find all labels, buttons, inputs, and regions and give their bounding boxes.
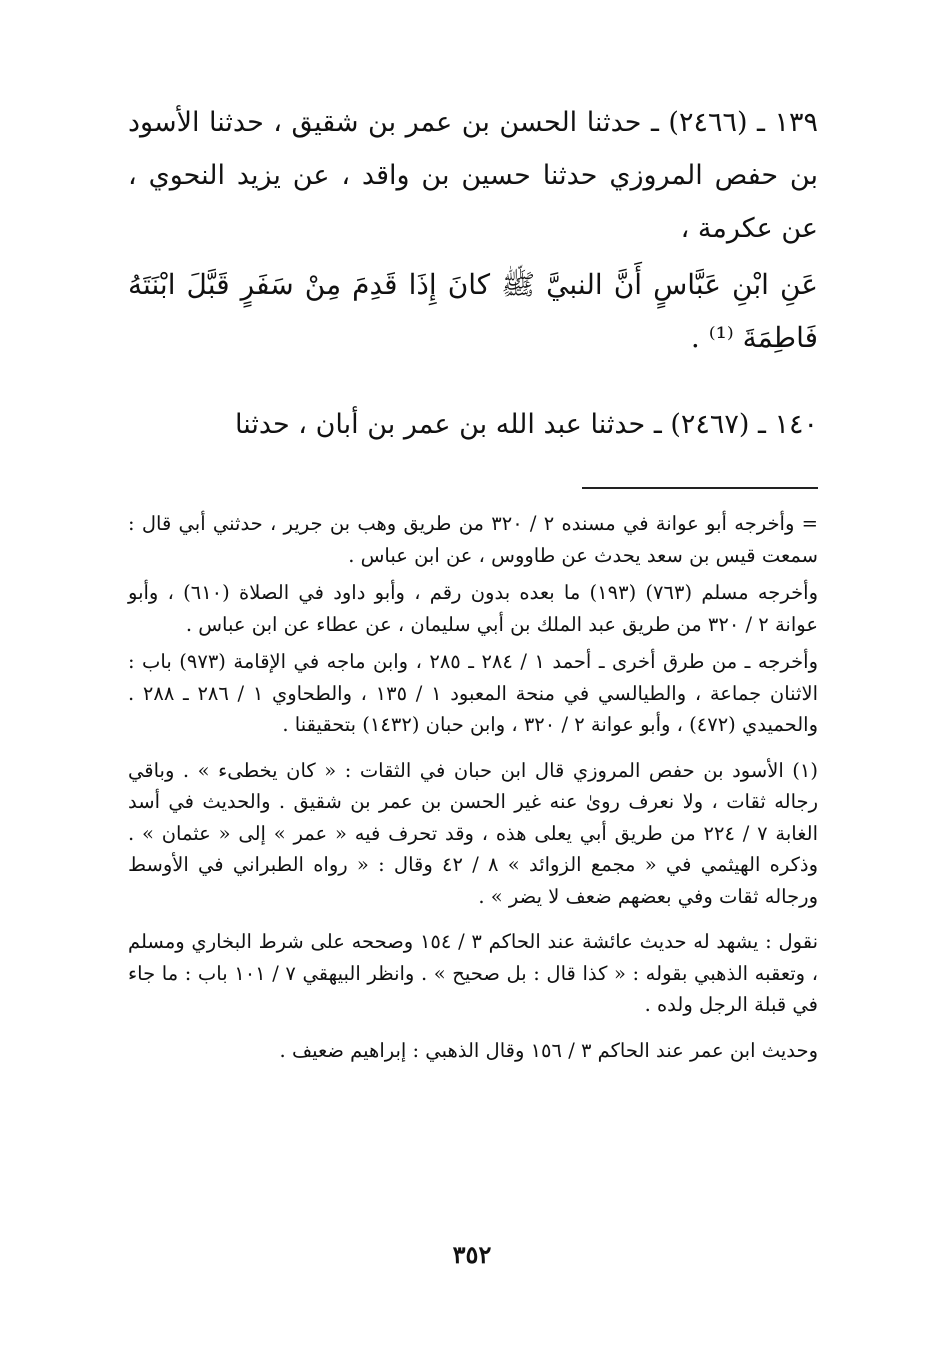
hadith-139-isnad [128, 96, 818, 255]
footnote-ibn-umar: وحديث ابن عمر عند الحاكم ٣ / ١٥٦ وقال الذهبي : إبراهيم ضعيف . [279, 1038, 818, 1062]
footnote-other-routes: وأخرجه ـ من طرق أخرى ـ أحمد ١ / ٢٨٤ ـ ٢٨٥ ، وابن ماجه في الإقامة (٩٧٣) باب : الاثنان جماعة ، والطيالسي في منحة المعبود ١ / ١٣٥ ، والطحاوي ١ / ٢٨٦ ـ ٢٨٨ . والحميدي (٤٧٢) ، وأبو عوانة ٢ / ٣٢٠ ، وابن حبان (١٤٣٢) بتحقيقنا . [128, 650, 818, 736]
hadith-140-isnad-text: ١٤٠ ـ (٢٤٦٧) ـ حدثنا عبد الله بن عمر بن أبان ، حدثنا [234, 409, 818, 440]
page-number: ٣٥٢ [452, 1240, 492, 1269]
footnote-divider [582, 487, 818, 489]
footnote-continuation: = وأخرجه أبو عوانة في مسنده ٢ / ٣٢٠ من طريق وهب بن جرير ، حدثني أبي قال : سمعت قيس بن سعد يحدث عن طاووس ، عن ابن عباس . [128, 512, 818, 567]
footnotes [128, 508, 818, 1066]
footnote-witness: نقول : يشهد له حديث عائشة عند الحاكم ٣ / ١٥٤ وصححه على شرط البخاري ومسلم ، وتعقبه الذهبي بقوله : « كذا قال : بل صحيح » . وانظر البيهقي ٧ / ١٠١ باب : ما جاء في قبلة الرجل ولده . [128, 930, 819, 1016]
hadith-139-matn-text: عَنِ ابْنِ عَبَّاسٍ أَنَّ النبيَّ ﷺ كانَ إِذَا قَدِمَ مِنْ سَفَرٍ قَبَّلَ ابْنَتَهُ فَاطِمَةَ ⁽¹⁾ . [128, 268, 818, 354]
footnote-muslim: وأخرجه مسلم (٧٦٣) (١٩٣) ما بعده بدون رقم ، وأبو داود في الصلاة (٦١٠) ، وأبو عوانة ٢ / ٣٢٠ من طريق عبد الملك بن أبي سليمان ، عن عطاء عن ابن عباس . [128, 581, 818, 636]
footnote-1: (١) الأسود بن حفص المروزي قال ابن حبان في الثقات : « كان يخطىء » . وباقي رجاله ثقات ، ولا نعرف روىٰ عنه غير الحسن بن عمر بن شقيق . والحديث في أسد الغابة ٧ / ٢٢٤ من طريق أبي يعلى هذه ، وقد تحرف فيه « عمر » إلى « عثمان » . وذكره الهيثمي في « مجمع الزوائد » ٨ / ٤٢ وقال : « رواه الطبراني في الأوسط ورجاله ثقات وفي بعضهم ضعف لا يضر » . [128, 758, 818, 908]
hadith-139-matn [128, 258, 818, 364]
hadith-140-isnad [128, 398, 818, 451]
hadith-139-isnad-text: ١٣٩ ـ (٢٤٦٦) ـ حدثنا الحسن بن عمر بن شقيق ، حدثنا الأسود بن حفص المروزي حدثنا حسين بن واقد ، عن يزيد النحوي ، عن عكرمة ، [128, 107, 819, 244]
